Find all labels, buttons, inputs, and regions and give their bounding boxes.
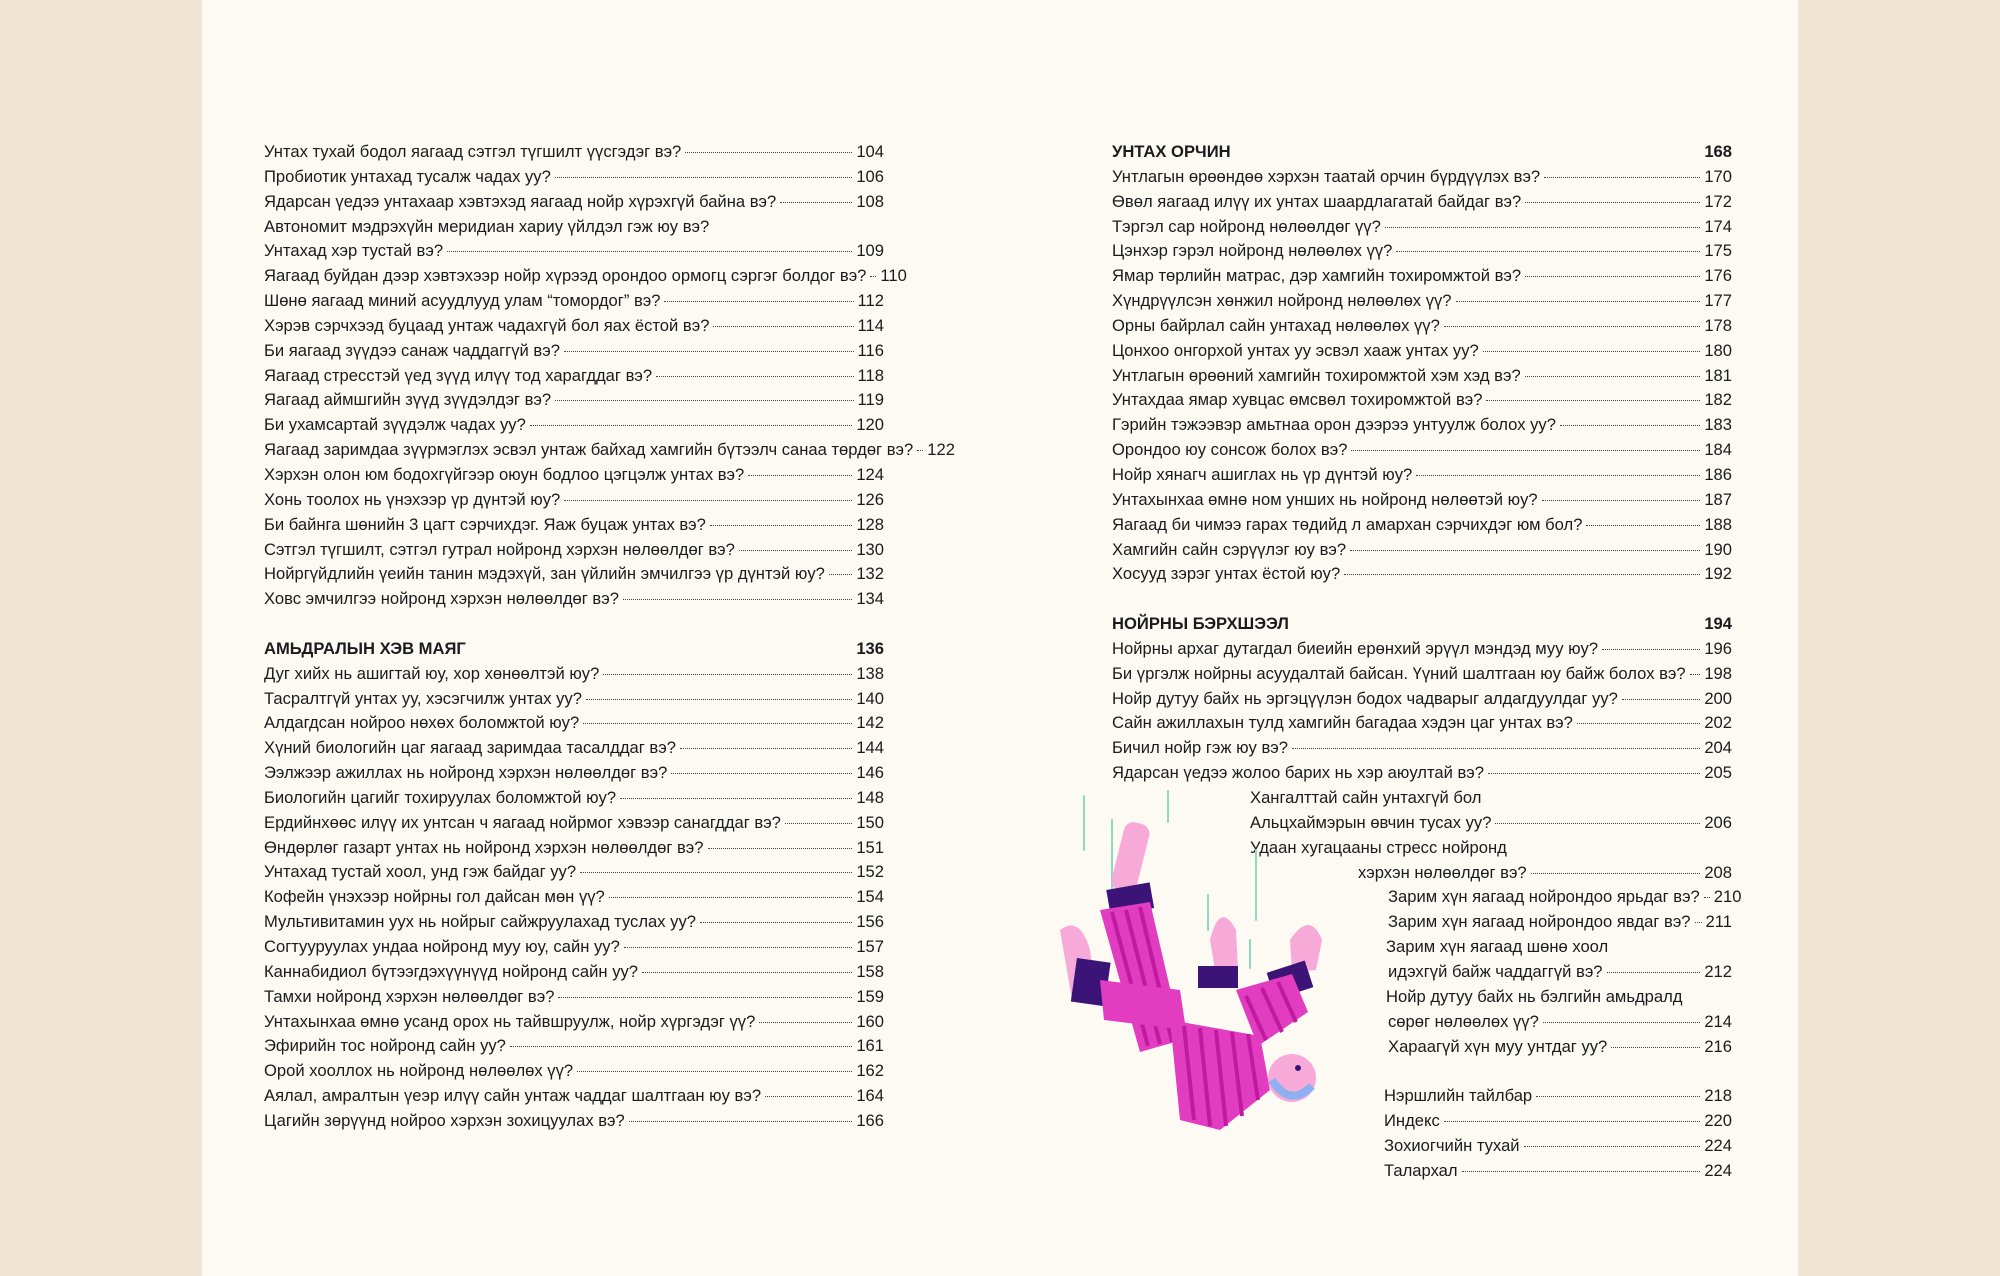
toc-entry[interactable]	[1112, 463, 1732, 488]
toc-entry-title: Хангалттай сайн унтахгүй бол	[1250, 788, 1482, 808]
toc-entry[interactable]	[264, 761, 884, 786]
toc-entry-title: Нойр хянагч ашиглах нь үр дүнтэй юу?	[1112, 464, 1413, 484]
toc-entry-title: Талархал	[1384, 1160, 1458, 1180]
toc-page-number: 172	[1704, 191, 1732, 211]
toc-page-number: 205	[1704, 763, 1732, 783]
toc-page-number: 214	[1704, 1011, 1732, 1031]
toc-entry[interactable]	[1112, 413, 1732, 438]
toc-page-number: 150	[856, 812, 884, 832]
falling-person-illustration	[1060, 790, 1490, 1150]
dot-leader	[1607, 972, 1701, 973]
toc-entry-title: Унтахынхаа өмнө усанд орох нь тайвшруулж, нойр хүргэдэг үү?	[264, 1011, 756, 1031]
toc-entry[interactable]	[1112, 736, 1732, 761]
toc-entry[interactable]	[264, 190, 884, 215]
toc-entry-title: Хосууд зэрэг унтах ёстой юу?	[1112, 564, 1341, 584]
toc-entry[interactable]	[1112, 388, 1732, 413]
toc-page-number: 192	[1704, 564, 1732, 584]
toc-entry[interactable]	[1112, 190, 1732, 215]
toc-page-number: 208	[1704, 862, 1732, 882]
toc-page-number: 140	[856, 688, 884, 708]
toc-page-number: 124	[856, 464, 884, 484]
toc-entry-title: Дуг хийх нь ашигтай юу, хор хөнөөлтэй юу?	[264, 663, 600, 683]
toc-page-number: 170	[1704, 166, 1732, 186]
toc-entry[interactable]	[1112, 1159, 1732, 1184]
dot-leader	[656, 376, 853, 377]
toc-entry-title: Тэргэл сар нойронд нөлөөлдөг үү?	[1112, 216, 1381, 236]
toc-entry-title: Ямар төрлийн матрас, дэр хамгийн тохиромжтой вэ?	[1112, 266, 1522, 286]
dot-leader	[1525, 276, 1700, 277]
toc-page-number: 196	[1704, 638, 1732, 658]
toc-entry-title: Унтахад тустай хоол, унд гэж байдаг уу?	[264, 862, 577, 882]
dot-leader	[629, 1121, 853, 1122]
toc-entry[interactable]	[1112, 314, 1732, 339]
toc-entry[interactable]	[264, 1109, 884, 1134]
toc-page-number: 190	[1704, 539, 1732, 559]
dot-leader	[1495, 823, 1700, 824]
toc-entry-title: Өвөл яагаад илүү их унтах шаардлагатай байдаг вэ?	[1112, 191, 1522, 211]
toc-entry[interactable]	[264, 314, 884, 339]
toc-entry[interactable]	[264, 413, 884, 438]
dot-leader	[564, 500, 852, 501]
toc-entry[interactable]	[264, 885, 884, 910]
dot-leader	[1524, 1146, 1701, 1147]
toc-entry-title: Каннабидиол бүтээгдэхүүнүүд нойронд сайн уу?	[264, 961, 639, 981]
toc-entry-title: Орны байрлал сайн унтахад нөлөөлөх үү?	[1112, 315, 1440, 335]
toc-page-number: 128	[856, 514, 884, 534]
dot-leader	[555, 400, 853, 401]
toc-page-number: 162	[856, 1061, 884, 1081]
toc-right-column	[1112, 140, 1732, 786]
toc-page-number: 224	[1704, 1160, 1732, 1180]
toc-entry-title: Яагаад буйдан дээр хэвтэхээр нойр хүрээд орондоо ормогц сэргэг болдог вэ?	[264, 266, 867, 286]
toc-entry[interactable]	[1112, 438, 1732, 463]
toc-page-number: 212	[1704, 962, 1732, 981]
dot-leader	[829, 574, 852, 575]
toc-page-number: 138	[856, 663, 884, 683]
toc-page-number: 224	[1704, 1135, 1732, 1155]
toc-page-number: 148	[856, 787, 884, 807]
dot-leader	[1690, 674, 1701, 675]
toc-entry[interactable]	[264, 985, 884, 1010]
dot-leader	[1611, 1047, 1700, 1048]
toc-entry[interactable]	[264, 587, 884, 612]
toc-page-number: 126	[856, 489, 884, 509]
toc-entry-title: Ховс эмчилгээ нойронд хэрхэн нөлөөлдөг вэ?	[264, 589, 619, 609]
dot-leader	[510, 1046, 852, 1047]
toc-left-column	[264, 140, 955, 1134]
toc-entry-title: Хамгийн сайн сэрүүлэг юу вэ?	[1112, 539, 1347, 559]
dot-leader	[1483, 351, 1701, 352]
toc-entry-title: Хүндрүүлсэн хөнжил нойронд нөлөөлөх үү?	[1112, 291, 1452, 311]
toc-entry[interactable]	[264, 339, 884, 364]
toc-entry[interactable]	[1112, 339, 1732, 364]
dot-leader	[1350, 550, 1700, 551]
dot-leader	[1344, 574, 1700, 575]
toc-entry[interactable]	[1112, 364, 1732, 389]
dot-leader	[1543, 1022, 1700, 1023]
dot-leader	[583, 723, 852, 724]
toc-entry[interactable]	[264, 215, 884, 240]
toc-page-number: 176	[1704, 266, 1732, 286]
dot-leader	[1544, 177, 1700, 178]
toc-page-number: 181	[1704, 365, 1732, 385]
dot-leader	[1444, 326, 1701, 327]
toc-entry[interactable]	[264, 538, 884, 563]
toc-page-number: 188	[1704, 514, 1732, 534]
toc-page-number: 122	[927, 440, 955, 460]
toc-entry-title: Цагийн зөрүүнд нойроо хэрхэн зохицуулах вэ?	[264, 1110, 625, 1130]
dot-leader	[748, 475, 852, 476]
toc-page-number: 158	[856, 961, 884, 981]
dot-leader	[609, 897, 853, 898]
toc-entry[interactable]	[264, 364, 884, 389]
toc-entry[interactable]	[1112, 711, 1732, 736]
toc-entry[interactable]	[1112, 165, 1732, 190]
toc-page-number: 134	[856, 589, 884, 609]
toc-page-number: 118	[857, 365, 884, 385]
toc-entry-title: Өндөрлөг газарт унтах нь нойронд хэрхэн нөлөөлдөг вэ?	[264, 837, 704, 857]
toc-page-number: 161	[856, 1036, 884, 1056]
toc-page-number: 187	[1704, 489, 1732, 509]
dot-leader	[1622, 699, 1700, 700]
toc-page-number: 182	[1704, 390, 1732, 410]
dot-leader	[1695, 922, 1702, 923]
dot-leader	[1602, 649, 1700, 650]
toc-page-number: 183	[1704, 415, 1732, 435]
toc-entry-title: Альцхаймэрын өвчин тусах уу?	[1250, 812, 1492, 832]
toc-entry-title: Ядарсан үедээ унтахаар хэвтэхэд яагаад нойр хүрэхгүй байна вэ?	[264, 191, 777, 211]
toc-entry-title: Биологийн цагийг тохируулах боломжтой юу?	[264, 787, 617, 807]
dot-leader	[917, 450, 923, 451]
toc-entry[interactable]	[264, 1034, 884, 1059]
toc-page-number: 130	[856, 539, 884, 559]
toc-entry-title: Унтлагын өрөөний хамгийн тохиромжтой хэм хэд вэ?	[1112, 365, 1521, 385]
toc-page-number: 144	[856, 738, 884, 758]
dot-leader	[603, 674, 852, 675]
dot-leader	[1525, 376, 1701, 377]
toc-entry[interactable]	[264, 438, 955, 463]
toc-entry-title: АМЬДРАЛЫН ХЭВ МАЯГ	[264, 638, 466, 658]
toc-entry-title: Согтууруулах ундаа нойронд муу юу, сайн уу?	[264, 937, 620, 956]
toc-page-number: 200	[1704, 688, 1732, 708]
toc-page-number: 216	[1704, 1036, 1732, 1056]
toc-entry-title: Алдагдсан нойроо нөхөх боломжтой юу?	[264, 713, 580, 733]
toc-entry[interactable]	[264, 860, 884, 885]
toc-entry-title: Яагаад аймшгийн зүүд зүүдэлдэг вэ?	[264, 390, 552, 410]
toc-page-number: 164	[856, 1086, 884, 1106]
toc-page-number: 178	[1704, 315, 1732, 335]
dot-leader	[623, 599, 852, 600]
toc-entry[interactable]	[264, 811, 884, 836]
toc-entry-title: Хүний биологийн цаг яагаад заримдаа тасалддаг вэ?	[264, 738, 676, 758]
dot-leader	[1525, 202, 1700, 203]
dot-leader	[1351, 450, 1700, 451]
dot-leader	[564, 351, 854, 352]
toc-entry-title: Унтах тухай бодол яагаад сэтгэл түгшилт үүсгэдэг вэ?	[264, 142, 682, 161]
toc-entry-title: Хэрэв сэрчхээд буцаад унтаж чадахгүй бол яах ёстой вэ?	[264, 315, 710, 335]
toc-entry[interactable]	[264, 662, 884, 687]
toc-page-number: 211	[1705, 912, 1732, 932]
dot-leader	[1577, 723, 1700, 724]
toc-entry-title: Нойргүйдлийн үеийн танин мэдэхүй, зан үйлийн эмчилгээ үр дүнтэй юу?	[264, 564, 825, 584]
dot-leader	[555, 177, 852, 178]
toc-entry-title: Яагаад заримдаа зүүрмэглэх эсвэл унтаж байхад хамгийн бүтээлч санаа төрдөг вэ?	[264, 440, 914, 460]
dot-leader	[1456, 301, 1701, 302]
toc-entry-title: Цэнхэр гэрэл нойронд нөлөөлөх үү?	[1112, 241, 1393, 261]
toc-page-number: 116	[857, 340, 884, 360]
toc-entry-title: хэрхэн нөлөөлдөг вэ?	[1358, 862, 1527, 882]
toc-entry-title: Удаан хугацааны стресс нойронд	[1250, 837, 1507, 857]
dot-leader	[870, 276, 876, 277]
dot-leader	[586, 699, 852, 700]
dot-leader	[447, 251, 852, 252]
toc-page-number: 110	[880, 266, 907, 286]
dot-leader	[1462, 1171, 1701, 1172]
toc-page-number: 168	[1704, 142, 1732, 161]
toc-entry-title: Автономит мэдрэхүйн меридиан хариу үйлдэл гэж юу вэ?	[264, 216, 710, 236]
toc-entry[interactable]	[1112, 215, 1732, 240]
toc-entry-title: Би ухамсартай зүүдэлж чадах уу?	[264, 415, 526, 435]
toc-entry[interactable]	[264, 1084, 884, 1109]
dot-leader	[785, 823, 852, 824]
toc-entry-title: Гэрийн тэжээвэр амьтнаа орон дээрээ унтуулж болох уу?	[1112, 415, 1556, 435]
toc-entry[interactable]	[264, 935, 884, 960]
dot-leader	[765, 1096, 852, 1097]
dot-leader	[713, 326, 853, 327]
dot-leader	[759, 1022, 852, 1023]
dot-leader	[1536, 1096, 1700, 1097]
dot-leader	[685, 152, 852, 153]
toc-entry[interactable]	[1112, 513, 1732, 538]
toc-entry-title: Хараагүй хүн муу унтдаг уу?	[1388, 1036, 1608, 1056]
toc-page-number: 154	[856, 887, 884, 907]
toc-entry[interactable]	[264, 488, 884, 513]
toc-page-number: 120	[856, 415, 884, 435]
toc-section-heading[interactable]	[264, 637, 884, 662]
toc-page-number: 184	[1704, 440, 1732, 460]
toc-entry-title: Аялал, амралтын үеэр илүү сайн унтаж чаддаг шалтгаан юу вэ?	[264, 1086, 762, 1106]
dot-leader	[1488, 773, 1700, 774]
toc-entry[interactable]	[264, 836, 884, 861]
toc-entry-title: Ядарсан үедээ жолоо барих нь хэр аюултай вэ?	[1112, 763, 1484, 783]
toc-page-number: 166	[856, 1110, 884, 1130]
toc-page-number: 160	[856, 1011, 884, 1031]
toc-entry-title: Хонь тоолох нь үнэхээр үр дүнтэй юу?	[264, 489, 561, 509]
dot-leader	[700, 922, 852, 923]
toc-page-number: 106	[856, 166, 884, 186]
toc-entry[interactable]	[264, 1010, 884, 1035]
toc-page-number: 180	[1704, 340, 1732, 360]
toc-page-number: 175	[1704, 241, 1732, 261]
toc-entry-title: Тасралтгүй унтах уу, хэсэгчилж унтах уу?	[264, 688, 582, 708]
toc-entry-title: Би байнга шөнийн 3 цагт сэрчихдэг. Яаж буцаж унтах вэ?	[264, 514, 706, 534]
toc-page-number: 119	[857, 390, 884, 410]
toc-entry[interactable]	[264, 711, 884, 736]
dot-leader	[1385, 227, 1700, 228]
dot-leader	[624, 947, 852, 948]
toc-entry-title: Тамхи нойронд хэрхэн нөлөөлдөг вэ?	[264, 986, 555, 1006]
toc-entry[interactable]	[1112, 637, 1732, 662]
dot-leader	[1531, 873, 1701, 874]
toc-page-number: 186	[1704, 464, 1732, 484]
toc-entry-title: Орондоо юу сонсож болох вэ?	[1112, 440, 1348, 460]
toc-entry[interactable]	[1112, 488, 1732, 513]
toc-entry-title: сөрөг нөлөөлөх үү?	[1388, 1011, 1539, 1031]
toc-page-number: 104	[856, 142, 884, 161]
dot-leader	[577, 1071, 852, 1072]
toc-entry[interactable]	[1112, 289, 1732, 314]
dot-leader	[580, 872, 852, 873]
toc-page-number: 194	[1704, 614, 1732, 634]
toc-section-heading[interactable]	[1112, 140, 1732, 165]
toc-entry-title: Цонхоо онгорхой унтах уу эсвэл хааж унтах уу?	[1112, 340, 1479, 360]
toc-entry[interactable]	[1112, 538, 1732, 563]
toc-page-number: 142	[856, 713, 884, 733]
toc-entry-title: Ердийнхөөс илүү их унтсан ч яагаад нойрмог хэвээр санагддаг вэ?	[264, 812, 781, 832]
dot-leader	[710, 525, 852, 526]
toc-entry[interactable]	[264, 165, 884, 190]
toc-entry[interactable]	[264, 1059, 884, 1084]
dot-leader	[708, 848, 853, 849]
toc-entry[interactable]	[1112, 562, 1732, 587]
toc-entry-title: Зарим хүн яагаад нойрондоо явдаг вэ?	[1388, 912, 1691, 932]
toc-entry-title: Зарим хүн яагаад нойрондоо ярьдаг вэ?	[1388, 887, 1700, 907]
dot-leader	[739, 550, 852, 551]
dot-leader	[1292, 748, 1700, 749]
toc-entry-title: Нойр дутуу байх нь бэлгийн амьдралд	[1386, 986, 1683, 1006]
toc-entry[interactable]	[264, 264, 907, 289]
dot-leader	[1704, 897, 1710, 898]
toc-entry[interactable]	[264, 960, 884, 985]
toc-entry-title: Сайн ажиллахын тулд хамгийн багадаа хэдэн цаг унтах вэ?	[1112, 713, 1573, 733]
toc-page-number: 210	[1713, 887, 1742, 907]
dot-leader	[780, 202, 852, 203]
section-gap	[264, 612, 884, 637]
toc-entry[interactable]	[264, 463, 884, 488]
toc-entry[interactable]	[264, 687, 884, 712]
toc-entry-title: Орой хооллох нь нойронд нөлөөлөх үү?	[264, 1061, 574, 1081]
dot-leader	[1586, 525, 1700, 526]
toc-page-number: 114	[857, 315, 884, 335]
toc-entry-title: Бичил нойр гэж юу вэ?	[1112, 738, 1288, 758]
toc-entry-title: Би үргэлж нойрны асуудалтай байсан. Үүний шалтгаан юу байж болох вэ?	[1112, 663, 1686, 683]
dot-leader	[1396, 251, 1700, 252]
dot-leader	[1560, 425, 1700, 426]
toc-entry[interactable]	[264, 910, 884, 935]
toc-entry-title: идэхгүй байж чаддаггүй вэ?	[1388, 962, 1603, 981]
dot-leader	[642, 972, 852, 973]
dot-leader	[620, 798, 852, 799]
dot-leader	[530, 425, 853, 426]
toc-entry[interactable]	[264, 513, 884, 538]
toc-entry-title: Унтахад хэр тустай вэ?	[264, 241, 444, 261]
toc-entry-title: Шөнө яагаад миний асуудлууд улам “томордог” вэ?	[264, 291, 661, 311]
toc-page-number: 132	[856, 564, 884, 584]
dot-leader	[680, 748, 852, 749]
toc-page-number: 218	[1704, 1086, 1732, 1106]
toc-entry-title: Хэрхэн олон юм бодохгүйгээр оюун бодлоо цэгцэлж унтах вэ?	[264, 464, 745, 484]
toc-entry-title: Яагаад стресстэй үед зүүд илүү тод харагддаг вэ?	[264, 365, 653, 385]
section-gap	[1112, 587, 1732, 612]
dot-leader	[1486, 400, 1700, 401]
toc-entry[interactable]	[264, 140, 884, 165]
toc-page-number: 146	[856, 763, 884, 783]
book-spread	[202, 0, 1798, 1276]
toc-page-number: 156	[856, 912, 884, 932]
toc-entry-title: Зохиогчийн тухай	[1384, 1135, 1520, 1155]
dot-leader	[671, 773, 852, 774]
toc-entry-title: Би яагаад зүүдээ санаж чаддаггүй вэ?	[264, 340, 560, 360]
toc-entry-title: Нэршлийн тайлбар	[1384, 1086, 1533, 1106]
toc-page-number: 159	[856, 986, 884, 1006]
toc-entry-title: Унтлагын өрөөндөө хэрхэн таатай орчин бүрдүүлэх вэ?	[1112, 166, 1541, 186]
toc-entry[interactable]	[264, 736, 884, 761]
toc-entry-title: Пробиотик унтахад тусалж чадах уу?	[264, 166, 551, 186]
toc-page-number: 206	[1704, 812, 1732, 832]
toc-entry-title: Унтахынхаа өмнө ном унших нь нойронд нөлөөтэй юу?	[1112, 489, 1538, 509]
toc-page-number: 204	[1704, 738, 1732, 758]
toc-entry-title: Сэтгэл түгшилт, сэтгэл гутрал нойронд хэрхэн нөлөөлдөг вэ?	[264, 539, 735, 559]
toc-entry[interactable]	[1112, 761, 1732, 786]
toc-entry[interactable]	[264, 239, 884, 264]
toc-section-heading[interactable]	[1112, 612, 1732, 637]
toc-page-number: 109	[856, 241, 884, 261]
toc-page-number: 157	[856, 937, 884, 956]
toc-page-number: 202	[1704, 713, 1732, 733]
toc-entry-title: Нойрны архаг дутагдал биеийн ерөнхий эрүүл мэндэд муу юу?	[1112, 638, 1599, 658]
toc-entry-title: Яагаад би чимээ гарах төдийд л амархан сэрчихдэг юм бол?	[1112, 514, 1583, 534]
toc-entry-title: Кофейн үнэхээр нойрны гол дайсан мөн үү?	[264, 887, 605, 907]
toc-entry-title: УНТАХ ОРЧИН	[1112, 142, 1231, 161]
toc-page-number: 220	[1704, 1111, 1732, 1131]
toc-page-number: 174	[1704, 216, 1732, 236]
toc-page-number: 198	[1704, 663, 1732, 683]
toc-entry-title: Ээлжээр ажиллах нь нойронд хэрхэн нөлөөлдөг вэ?	[264, 763, 668, 783]
toc-entry-title: Нойр дутуу байх нь эргэцүүлэн бодох чадварыг алдагдуулдаг уу?	[1112, 688, 1618, 708]
dot-leader	[1416, 475, 1700, 476]
toc-entry[interactable]	[264, 388, 884, 413]
toc-entry-title: Мультивитамин уух нь нойрыг сайжруулахад туслах уу?	[264, 912, 696, 932]
dot-leader	[558, 997, 852, 998]
toc-entry[interactable]	[1112, 239, 1732, 264]
toc-entry-title: НОЙРНЫ БЭРХШЭЭЛ	[1112, 614, 1289, 634]
toc-entry[interactable]	[1112, 662, 1732, 687]
toc-page-number: 112	[857, 291, 884, 311]
dot-leader	[1542, 500, 1701, 501]
toc-page-number: 108	[856, 191, 884, 211]
toc-entry[interactable]	[1112, 687, 1732, 712]
toc-page-number: 136	[856, 638, 884, 658]
toc-entry-title: Зарим хүн яагаад шөнө хоол	[1386, 937, 1609, 957]
toc-entry[interactable]	[264, 562, 884, 587]
toc-page-number: 152	[856, 862, 884, 882]
dot-leader	[664, 301, 853, 302]
toc-entry-title: Унтахдаа ямар хувцас өмсвөл тохиромжтой вэ?	[1112, 390, 1483, 410]
toc-page-number: 151	[856, 837, 884, 857]
toc-page-number: 177	[1704, 291, 1732, 311]
toc-entry[interactable]	[264, 786, 884, 811]
toc-entry-title: Индекс	[1384, 1111, 1440, 1131]
toc-entry[interactable]	[264, 289, 884, 314]
toc-entry-title: Эфирийн тос нойронд сайн уу?	[264, 1036, 506, 1056]
toc-entry[interactable]	[1112, 264, 1732, 289]
